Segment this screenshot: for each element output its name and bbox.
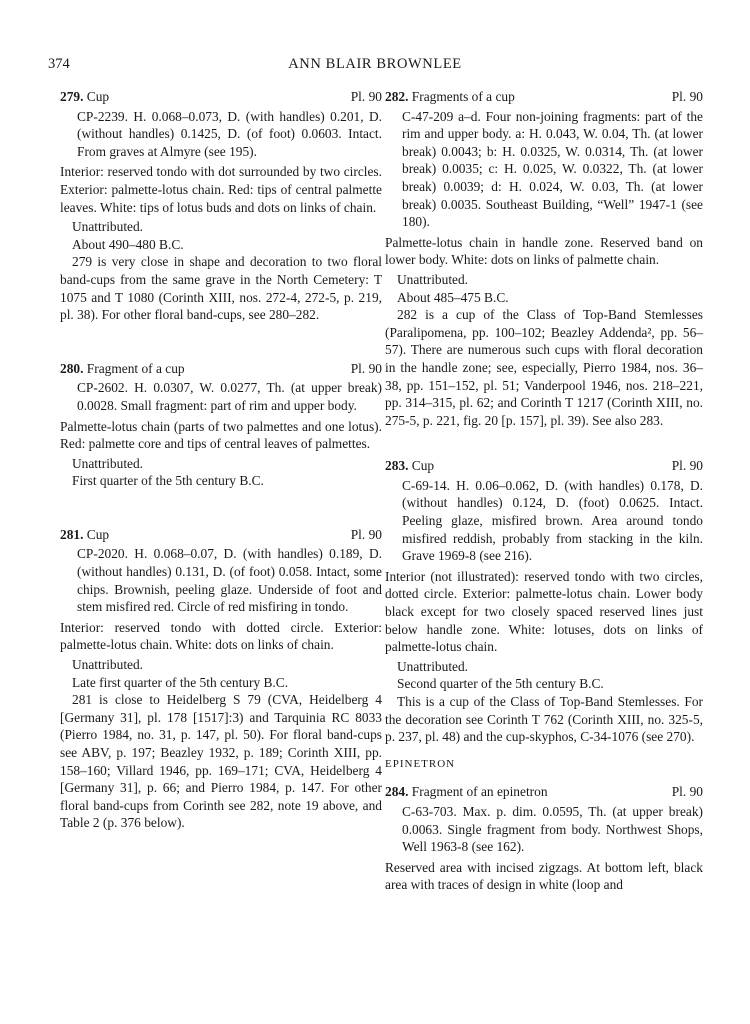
entry-heading [60,526,382,544]
plate-ref: Pl. 90 [671,458,703,474]
catalog-entry-284 [385,783,703,894]
section-heading: EPINETRON [385,757,456,770]
catalog-entry-279 [60,88,382,324]
entry-attribution: Unattributed. [397,271,469,287]
entry-description: C-63-703. Max. p. dim. 0.0595, Th. (at upper break) 0.0063. Single fragment from body. Northwest Shops, Well 1963-8 (see 162). [402,803,703,855]
entry-decoration: Reserved area with incised zigzags. At bottom left, black area with traces of design in white (loop and [385,859,703,893]
entry-date: Late first quarter of the 5th century B.C. [72,674,289,690]
entry-title: Fragment of a cup [86,360,185,376]
entry-attribution: Unattributed. [397,658,469,674]
entry-heading [385,88,703,106]
left-column [60,88,382,832]
entry-description: CP-2020. H. 0.068–0.07, D. (with handles) 0.189, D. (without handles) 0.131, D. (of foot) 0.058. Intact, some chips. Brownish, peeling glaze. Underside of foot and stem misfired red. Circle of red misfiring in tondo. [77,546,382,615]
entry-attribution: Unattributed. [72,657,144,673]
page-header [48,56,702,76]
entry-decoration: Interior: reserved tondo with dotted circle. Exterior: palmette-lotus chain. White: dots on links of chain. [60,619,382,653]
entry-title: Cup [86,89,110,104]
entry-commentary: 282 is a cup of the Class of Top-Band Stemlesses (Paralipomena, pp. 100–102; Beazley Addenda², pp. 56–57). There are numerous such cups with floral decoration in the handle zone; see, especially, Pierro 1984, nos. 36–38, pp. 151–152, pl. 51; Vanderpool 1946, nos. 218–221, pp. 314–315, pl. 62; and Corinth T 1217 (Corinth XIII, no. 275-5, p. 221, fig. 20 [p. 157], pl. 39). See also 283. [385,307,703,428]
entry-commentary: 281 is close to Heidelberg S 79 (CVA, Heidelberg 4 [Germany 31], pl. 178 [1517]:3) and Tarquinia RC 8033 (Pierro 1984, no. 31, p. 147, pl. 50). For floral band-cups see ABV, p. 197; Beazley 1932, p. 189; Corinth XIII, pp. 158–160; Villard 1946, pp. 169–171; CVA, Heidelberg 4 [Germany 31], p. 66; and Pierro 1984, p. 147. For other floral band-cups from Corinth see 282, note 19 above, and Table 2 (p. 376 below). [60,692,382,831]
entry-description: C-69-14. H. 0.06–0.062, D. (with handles) 0.178, D. (without handles) 0.124, D. (foot) 0.0625. Intact. Peeling glaze, misfired brown. Area around tondo misfired reddish, probably from stacking in the kiln. Grave 1969-8 (see 216). [402,477,703,564]
entry-heading [385,457,703,475]
entry-number: 281. [60,526,84,542]
plate-ref: Pl. 90 [671,89,703,104]
plate-ref: Pl. 90 [350,89,382,104]
entry-title: Cup [411,458,435,474]
entry-title: Fragments of a cup [411,89,515,104]
catalog-entry-280 [60,360,382,490]
entry-number: 283. [385,458,409,474]
entry-date: About 485–475 B.C. [397,289,509,305]
entry-number: 282. [385,89,409,104]
entry-description: CP-2602. H. 0.0307, W. 0.0277, Th. (at upper break) 0.0028. Small fragment: part of rim and upper body. [77,380,382,413]
plate-ref: Pl. 90 [350,526,382,542]
entry-attribution: Unattributed. [72,219,144,235]
entry-date: Second quarter of the 5th century B.C. [397,676,604,692]
entry-description: C-47-209 a–d. Four non-joining fragments: part of the rim and upper body. a: H. 0.043, W. 0.04, Th. (at lower break) 0.0043; b: H. 0.0325, W. 0.0314, Th. (at lower break) 0.0035; c: H. 0.025, W. 0.0322, Th. (at lower break) 0.0039; d: H. 0.024, W. 0.03, Th. (at lower break) 0.0035. Southeast Building, “Well” 1947-1 (see 180). [402,108,703,230]
catalog-entry-282 [385,88,703,429]
entry-decoration: Interior (not illustrated): reserved tondo with two circles, dotted circle. Exterior: palmette-lotus chain. Lower body black except for two closely spaced reserved lines just below handle zone. White: lotuses, dots on links of palmette-lotus chain. [385,568,703,655]
plate-ref: Pl. 90 [350,360,382,376]
entry-number: 284. [385,784,409,800]
catalog-entry-281 [60,526,382,832]
running-title: ANN BLAIR BROWNLEE [288,56,462,72]
entry-number: 280. [60,360,84,376]
entry-date: First quarter of the 5th century B.C. [72,473,264,489]
entry-title: Cup [86,526,110,542]
page-number: 374 [48,56,70,72]
entry-decoration: Palmette-lotus chain in handle zone. Reserved band on lower body. White: dots on links of palmette chain. [385,234,703,268]
right-column [385,88,703,896]
entry-attribution: Unattributed. [72,455,144,471]
entry-heading [385,783,703,801]
catalog-entry-283 [385,457,703,746]
entry-number: 279. [60,89,84,104]
entry-title: Fragment of an epinetron [411,784,548,800]
plate-ref: Pl. 90 [671,784,703,800]
entry-commentary: This is a cup of the Class of Top-Band Stemlesses. For the decoration see Corinth T 762 (Corinth XIII, no. 325-5, p. 237, pl. 48) and the cup-skyphos, C-34-1076 (see 270). [385,694,703,745]
entry-heading [60,88,382,106]
entry-heading [60,360,382,378]
entry-decoration: Palmette-lotus chain (parts of two palmettes and one lotus). Red: palmette core and tips of central leaves of palmettes. [60,418,382,452]
entry-decoration: Interior: reserved tondo with dot surrounded by two circles. Exterior: palmette-lotus chain. Red: tips of central palmette leaves. White: tips of lotus buds and dots on links of chain. [60,164,382,215]
entry-commentary: 279 is very close in shape and decoration to two floral band-cups from the same grave in the North Cemetery: T 1075 and T 1080 (Corinth XIII, nos. 272-4, 272-5, p. 219, pl. 38). For other floral band-cups, see 280–282. [60,254,382,323]
entry-description: CP-2239. H. 0.068–0.073, D. (with handles) 0.201, D. (without handles) 0.1425, D. (of foot) 0.0603. Intact. From graves at Almyre (see 195). [77,108,382,159]
entry-date: About 490–480 B.C. [72,236,184,252]
